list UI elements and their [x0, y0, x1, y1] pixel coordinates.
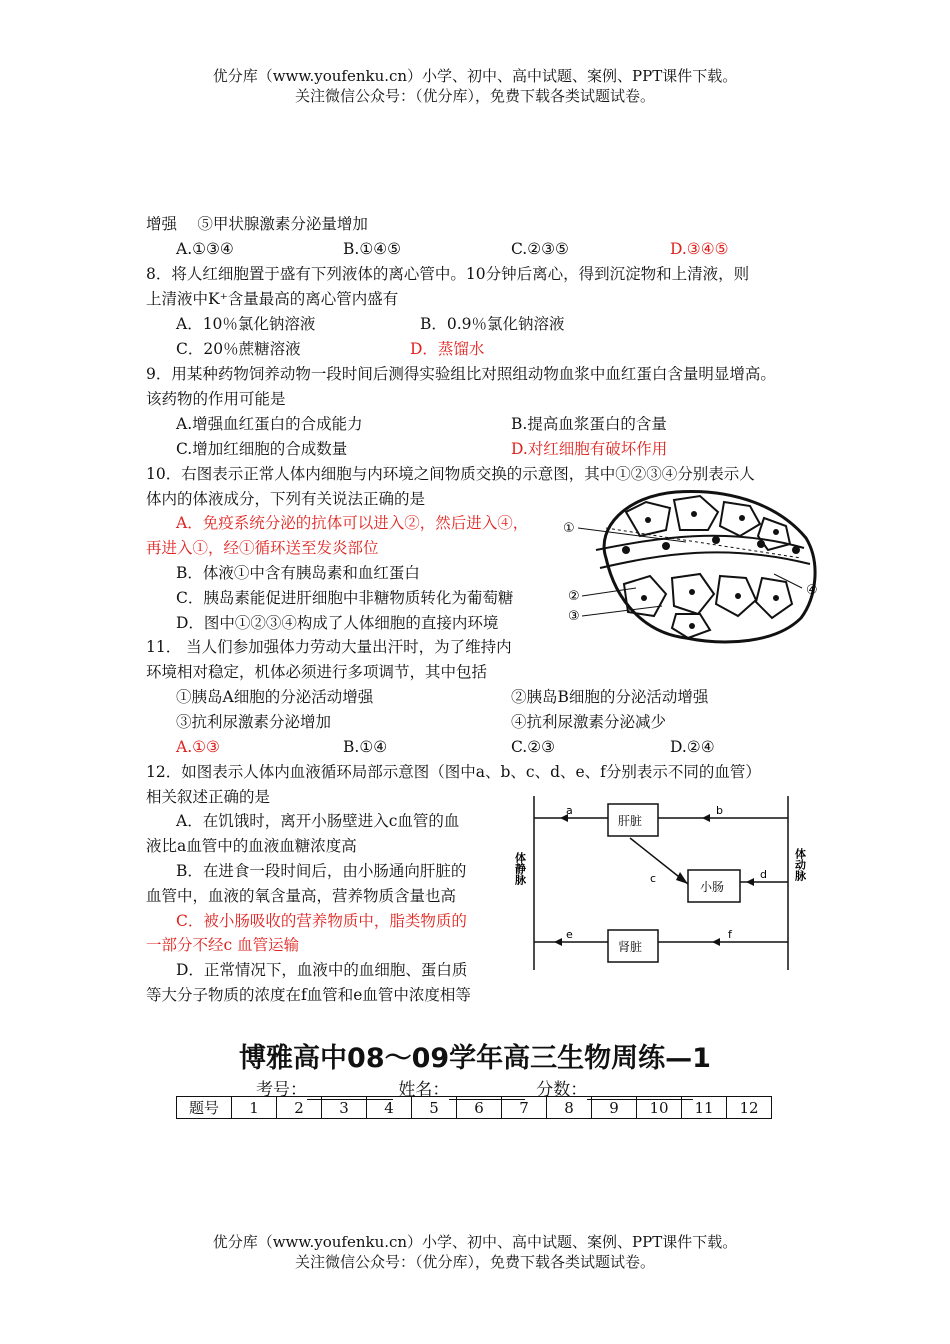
- answer-num-cell: 3: [322, 1097, 367, 1119]
- answer-num-cell: 4: [367, 1097, 412, 1119]
- q9-option-c: C.增加红细胞的合成数量: [176, 440, 348, 458]
- fig-label-1: ①: [563, 521, 575, 536]
- answer-num-cell: 12: [727, 1097, 772, 1119]
- liver-label: 肝脏: [618, 814, 643, 828]
- q9-option-a: A.增强血红蛋白的合成能力: [176, 415, 363, 433]
- q11-item-2: ②胰岛B细胞的分泌活动增强: [511, 688, 709, 706]
- q11-option-d: D.②④: [670, 738, 715, 756]
- footer-line-1: 优分库（www.youfenku.cn）小学、初中、高中试题、案例、PPT课件下载。: [212, 1233, 738, 1251]
- answer-head-cell: 题号: [177, 1097, 232, 1119]
- q10-stem-2: 体内的体液成分，下列有关说法正确的是: [146, 490, 426, 508]
- q8-stem-1: 8．将人红细胞置于盛有下列液体的离心管中。10分钟后离心，得到沉淀物和上清液，则: [146, 265, 750, 283]
- q12-option-d-2: 等大分子物质的浓度在f血管和e血管中浓度相等: [146, 986, 471, 1004]
- q12-option-a-2: 液比a血管中的血液血糖浓度高: [146, 837, 357, 855]
- exam-title: 博雅高中08～09学年高三生物周练—1: [239, 1043, 711, 1074]
- q11-item-4: ④抗利尿激素分泌减少: [511, 713, 667, 731]
- vessel-label-c: c: [650, 872, 657, 885]
- answer-num-cell: 10: [637, 1097, 682, 1119]
- q10-option-a-1: A．免疫系统分泌的抗体可以进入②，然后进入④，: [176, 514, 529, 532]
- q10-option-c: C．胰岛素能促进肝细胞中非糖物质转化为葡萄糖: [176, 589, 514, 607]
- vessel-label-b: b: [716, 804, 723, 817]
- vessel-label-d: d: [760, 868, 767, 881]
- q7-option-d: D.③④⑤: [670, 240, 729, 258]
- tissue-exchange-figure: [563, 488, 826, 648]
- answer-num-cell: 8: [547, 1097, 592, 1119]
- q10-stem-1: 10．右图表示正常人体内细胞与内环境之间物质交换的示意图，其中①②③④分别表示人: [146, 465, 755, 483]
- answer-num-cell: 11: [682, 1097, 727, 1119]
- score-label: 分数：: [536, 1080, 588, 1100]
- q11-stem-2: 环境相对稳定，机体必须进行多项调节，其中包括: [146, 663, 488, 681]
- q7-option-b: B.①④⑤: [343, 240, 402, 258]
- q9-option-b: B.提高血浆蛋白的含量: [511, 415, 667, 433]
- fig-label-2: ②: [568, 589, 580, 604]
- q8-option-c: C．20％蔗糖溶液: [176, 340, 301, 358]
- fig-label-3: ③: [568, 609, 580, 624]
- name-label: 姓名：: [398, 1080, 450, 1100]
- q10-option-d: D．图中①②③④构成了人体细胞的直接内环境: [176, 614, 499, 632]
- q11-item-3: ③抗利尿激素分泌增加: [176, 713, 332, 731]
- q9-stem-2: 该药物的作用可能是: [146, 390, 286, 408]
- q11-item-1: ①胰岛A细胞的分泌活动增强: [176, 688, 374, 706]
- q12-option-c-2: 一部分不经c 血管运输: [146, 936, 300, 954]
- q12-stem-1: 12．如图表示人体内血液循环局部示意图（图中a、b、c、d、e、f分别表示不同的血管）: [146, 763, 761, 781]
- q10-option-a-2: 再进入①，经①循环送至发炎部位: [146, 539, 379, 557]
- vein-label: 体静脉: [513, 852, 527, 885]
- answer-num-cell: 1: [232, 1097, 277, 1119]
- q12-option-b-1: B．在进食一段时间后，由小肠通向肝脏的: [176, 862, 467, 880]
- q11-stem-1: 11． 当人们参加强体力劳动大量出汗时，为了维持内: [146, 638, 512, 656]
- intestine-label: 小肠: [700, 880, 725, 894]
- q8-option-b: B．0.9％氯化钠溶液: [420, 315, 565, 333]
- q7-option-a: A.①③④: [176, 240, 234, 258]
- q11-option-b: B.①④: [343, 738, 388, 756]
- q8-option-a: A．10％氯化钠溶液: [176, 315, 316, 333]
- answer-num-cell: 5: [412, 1097, 457, 1119]
- q10-option-b: B．体液①中含有胰岛素和血红蛋白: [176, 564, 420, 582]
- circulation-diagram: [510, 792, 810, 974]
- exam-no-label: 考号：: [256, 1080, 307, 1100]
- answer-table: [176, 1096, 772, 1119]
- answer-header-row: [177, 1097, 772, 1119]
- artery-label: 体动脉: [793, 848, 807, 881]
- vessel-label-f: f: [728, 928, 732, 941]
- q12-stem-2: 相关叙述正确的是: [146, 788, 271, 806]
- q8-option-d: D．蒸馏水: [410, 340, 485, 358]
- answer-num-cell: 6: [457, 1097, 502, 1119]
- q9-stem-1: 9．用某种药物饲养动物一段时间后测得实验组比对照组动物血浆中血红蛋白含量明显增高。: [146, 365, 776, 383]
- q11-option-c: C.②③: [511, 738, 556, 756]
- answer-num-cell: 7: [502, 1097, 547, 1119]
- answer-num-cell: 2: [277, 1097, 322, 1119]
- q9-option-d: D.对红细胞有破坏作用: [511, 440, 668, 458]
- footer-line-2: 关注微信公众号：（优分库），免费下载各类试题试卷。: [294, 1253, 655, 1271]
- fig-label-4: ④: [806, 583, 818, 598]
- header-line-2: 关注微信公众号：（优分库），免费下载各类试题试卷。: [294, 87, 655, 105]
- header-line-1: 优分库（www.youfenku.cn）小学、初中、高中试题、案例、PPT课件下载。: [212, 67, 738, 85]
- q7-option-c: C.②③⑤: [511, 240, 569, 258]
- q12-option-b-2: 血管中，血液的氧含量高，营养物质含量也高: [146, 887, 457, 905]
- vessel-label-e: e: [566, 928, 573, 941]
- q12-option-d-1: D．正常情况下，血液中的血细胞、蛋白质: [176, 961, 468, 979]
- q12-option-a-1: A．在饥饿时，离开小肠壁进入c血管的血: [176, 812, 460, 830]
- q7-continuation: 增强 ⑤甲状腺激素分泌量增加: [146, 215, 368, 233]
- q12-option-c-1: C．被小肠吸收的营养物质中，脂类物质的: [176, 912, 467, 930]
- answer-num-cell: 9: [592, 1097, 637, 1119]
- q11-option-a: A.①③: [176, 738, 220, 756]
- vessel-label-a: a: [566, 804, 573, 817]
- q8-stem-2: 上清液中K⁺含量最高的离心管内盛有: [146, 290, 399, 308]
- kidney-label: 肾脏: [618, 940, 643, 954]
